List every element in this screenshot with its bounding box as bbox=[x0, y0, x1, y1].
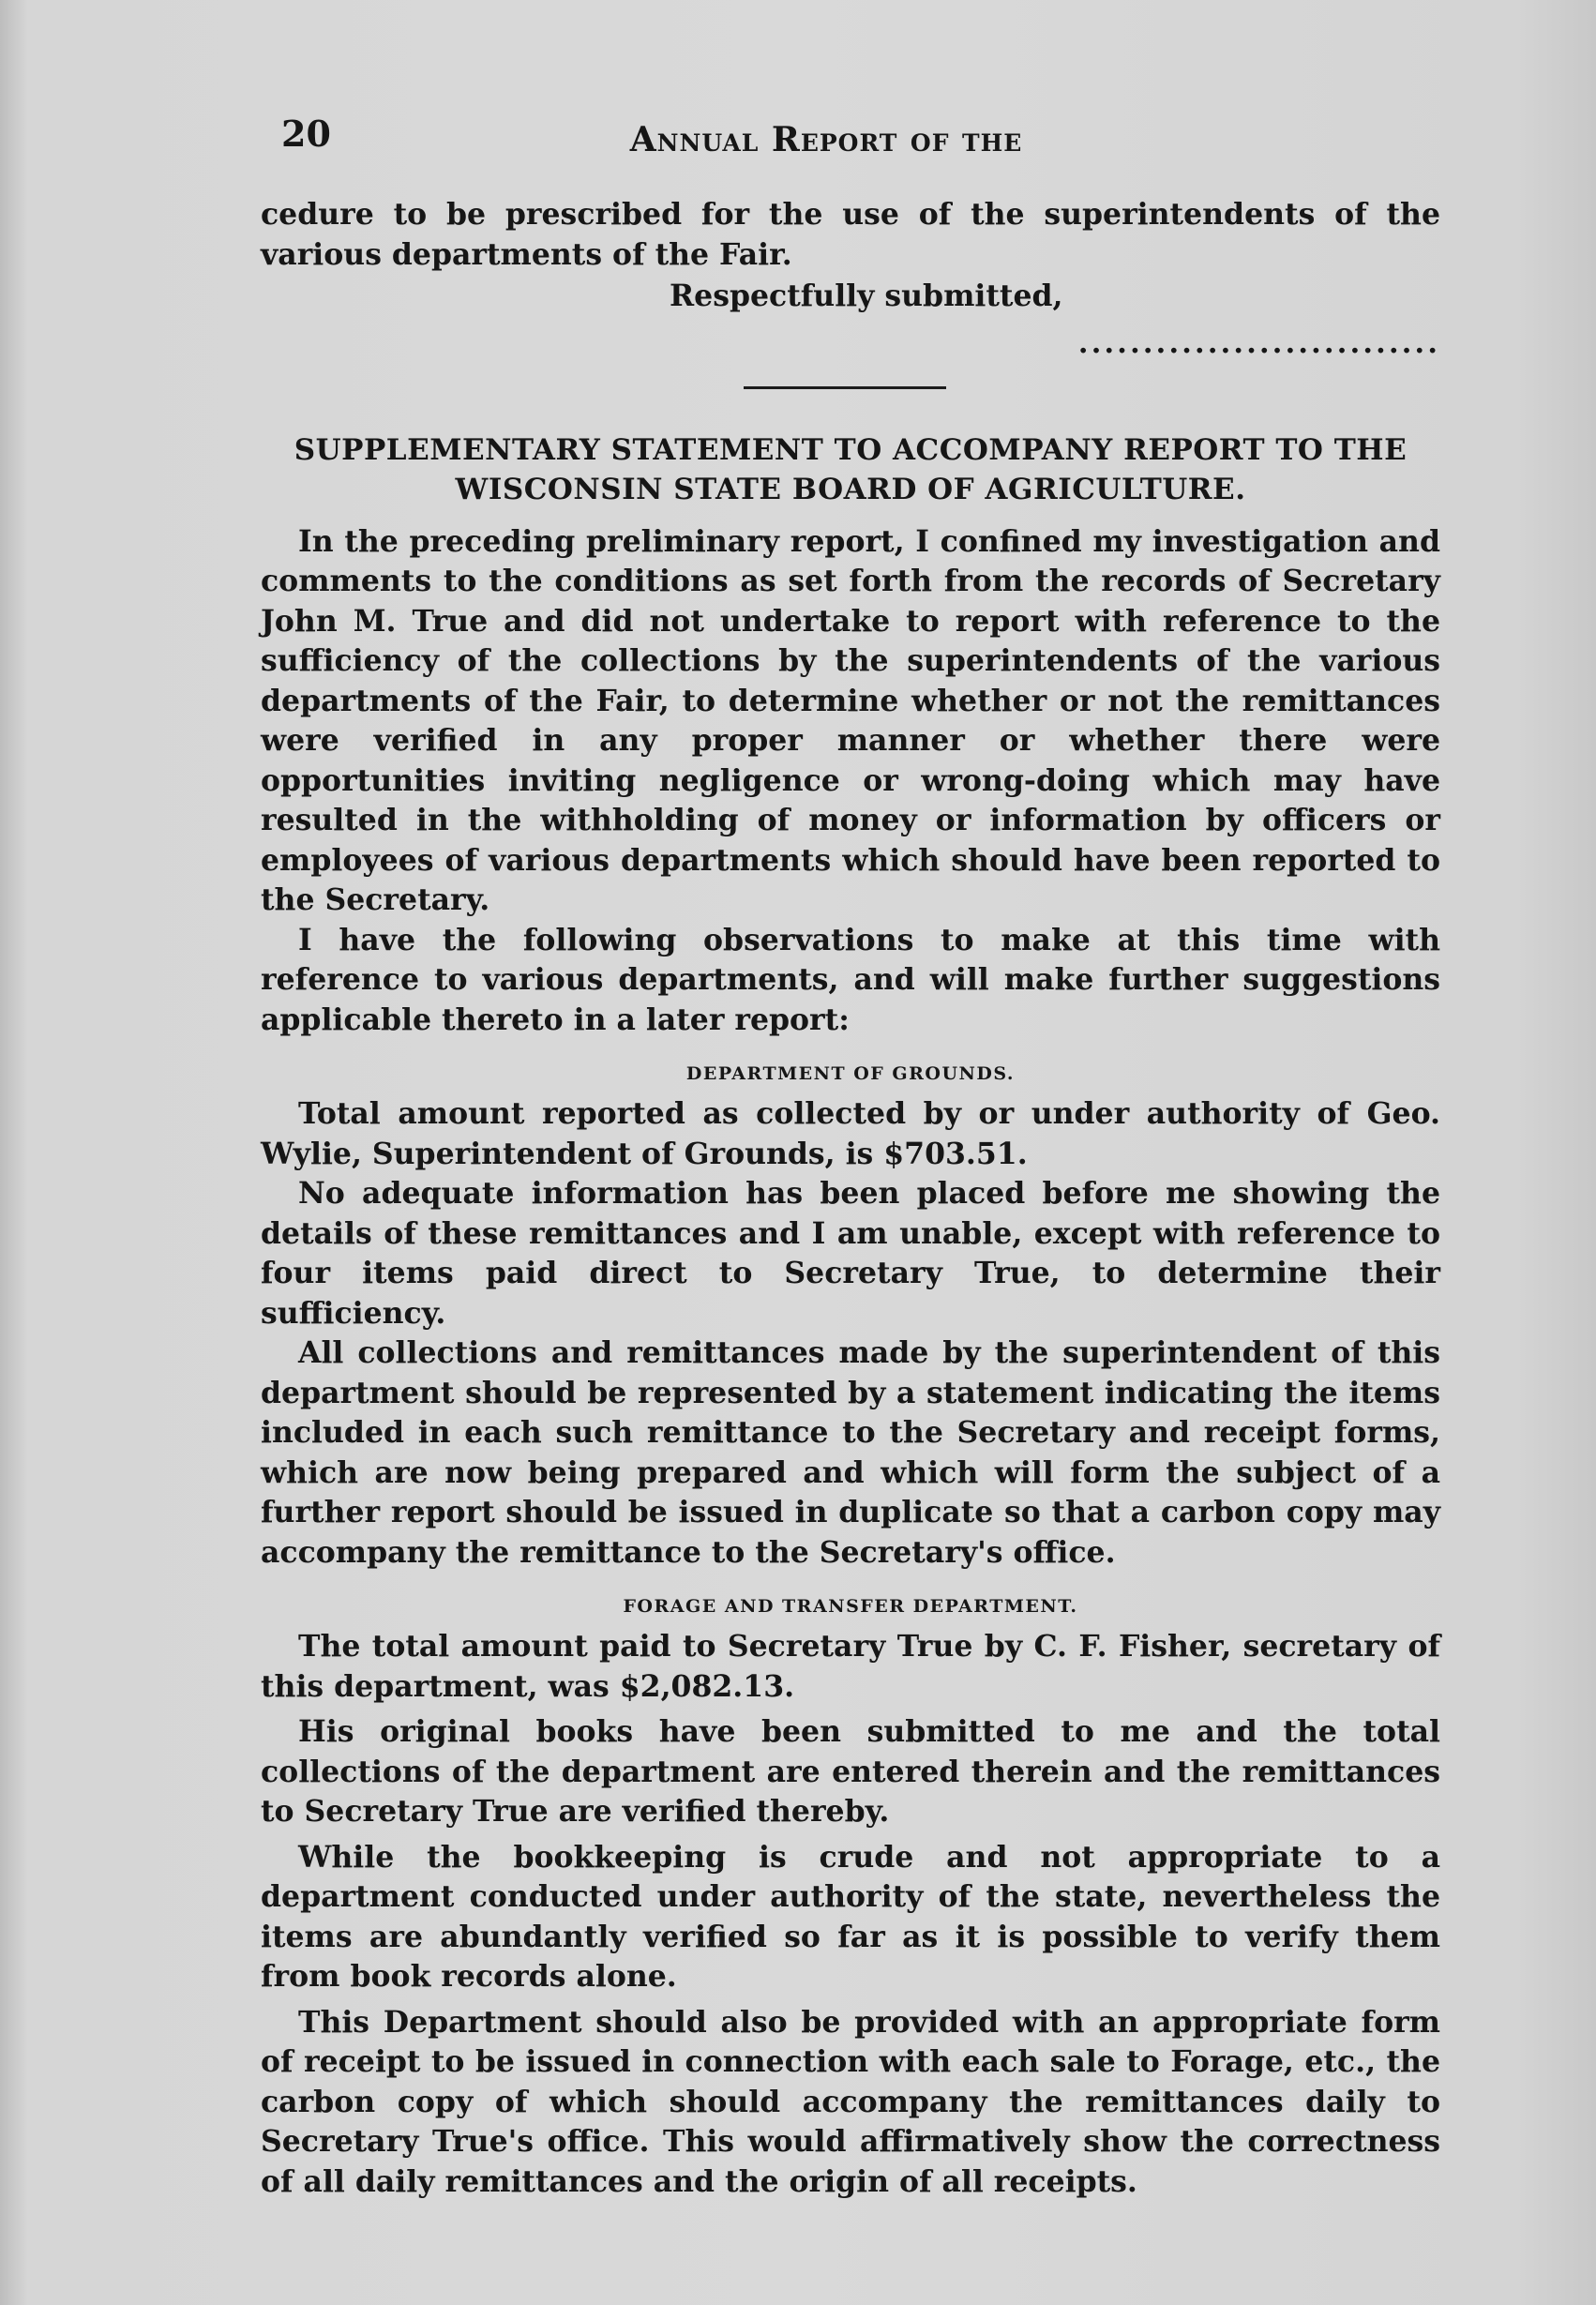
forage-paragraph-3: While the bookkeeping is crude and not appropriate to a department conducted under authority of the state, nevertheless the items are abundantly verified so far as it is possible to verify them from book records alone. bbox=[261, 1839, 1440, 1994]
forage-heading: FORAGE AND TRANSFER DEPARTMENT. bbox=[623, 1596, 1078, 1617]
grounds-heading: DEPARTMENT OF GROUNDS. bbox=[685, 1063, 1016, 1084]
supplementary-paragraph-1: In the preceding preliminary report, I confined my investigation and comments to the conditions as set forth from the records of Secretary John M. True and did not undertake to report with reference to the sufficiency of the collections by the superintendents of the various departments of the Fair, to determine whether or not the remittances were verified in any proper manner or whether there were opportunities inviting negligence or wrong-doing which may have resulted in the withholding of money or information by officers or employees of various departments which should have been reported to the Secretary. bbox=[261, 523, 1440, 917]
supplementary-title: SUPPLEMENTARY STATEMENT TO ACCOMPANY REPORT TO THE WISCONSIN STATE BOARD OF AGRICULTURE. bbox=[294, 432, 1408, 506]
supplementary-paragraph-2: I have the following observations to make at this time with reference to various departments, and will make further suggestions applicable thereto in a later report: bbox=[261, 922, 1440, 1037]
signature-line: ............................ bbox=[1077, 325, 1440, 360]
grounds-paragraph-2: No adequate information has been placed before me showing the details of these remittances and I am unable, except with reference to four items paid direct to Secretary True, to determine their sufficiency. bbox=[261, 1176, 1440, 1331]
forage-paragraph-4: This Department should also be provided with an appropriate form of receipt to be issued in connection with each sale to Forage, etc., the carbon copy of which should accompany the remittances daily to Secretary True's office. This would affirmatively show the correctness of all daily remittances and the origin of all receipts. bbox=[261, 2004, 1440, 2199]
continuation-paragraph: cedure to be prescribed for the use of the superintendents of the various departments of the Fair. bbox=[261, 197, 1440, 272]
page-body bbox=[261, 195, 1440, 2202]
running-head: Annual Report of the bbox=[629, 120, 1023, 159]
forage-paragraph-2: His original books have been submitted to me and the total collections of the department are entered therein and the remittances to Secretary True are verified thereby. bbox=[261, 1714, 1440, 1829]
signoff-line: Respectfully submitted, bbox=[670, 279, 1063, 313]
page-number: 20 bbox=[281, 113, 331, 155]
grounds-paragraph-1: Total amount reported as collected by or under authority of Geo. Wylie, Superintendent of Grounds, is $703.51. bbox=[261, 1096, 1440, 1171]
grounds-paragraph-3: All collections and remittances made by the superintendent of this department should be represented by a statement indicating the items included in each such remittance to the Secretary and receipt forms, which are now being prepared and which will form the subject of a further report should be issued in duplicate so that a carbon copy may accompany the remittance to the Secretary's office. bbox=[261, 1335, 1440, 1570]
forage-paragraph-1: The total amount paid to Secretary True by C. F. Fisher, secretary of this department, was $2,082.13. bbox=[261, 1629, 1440, 1704]
section-divider bbox=[744, 386, 946, 389]
